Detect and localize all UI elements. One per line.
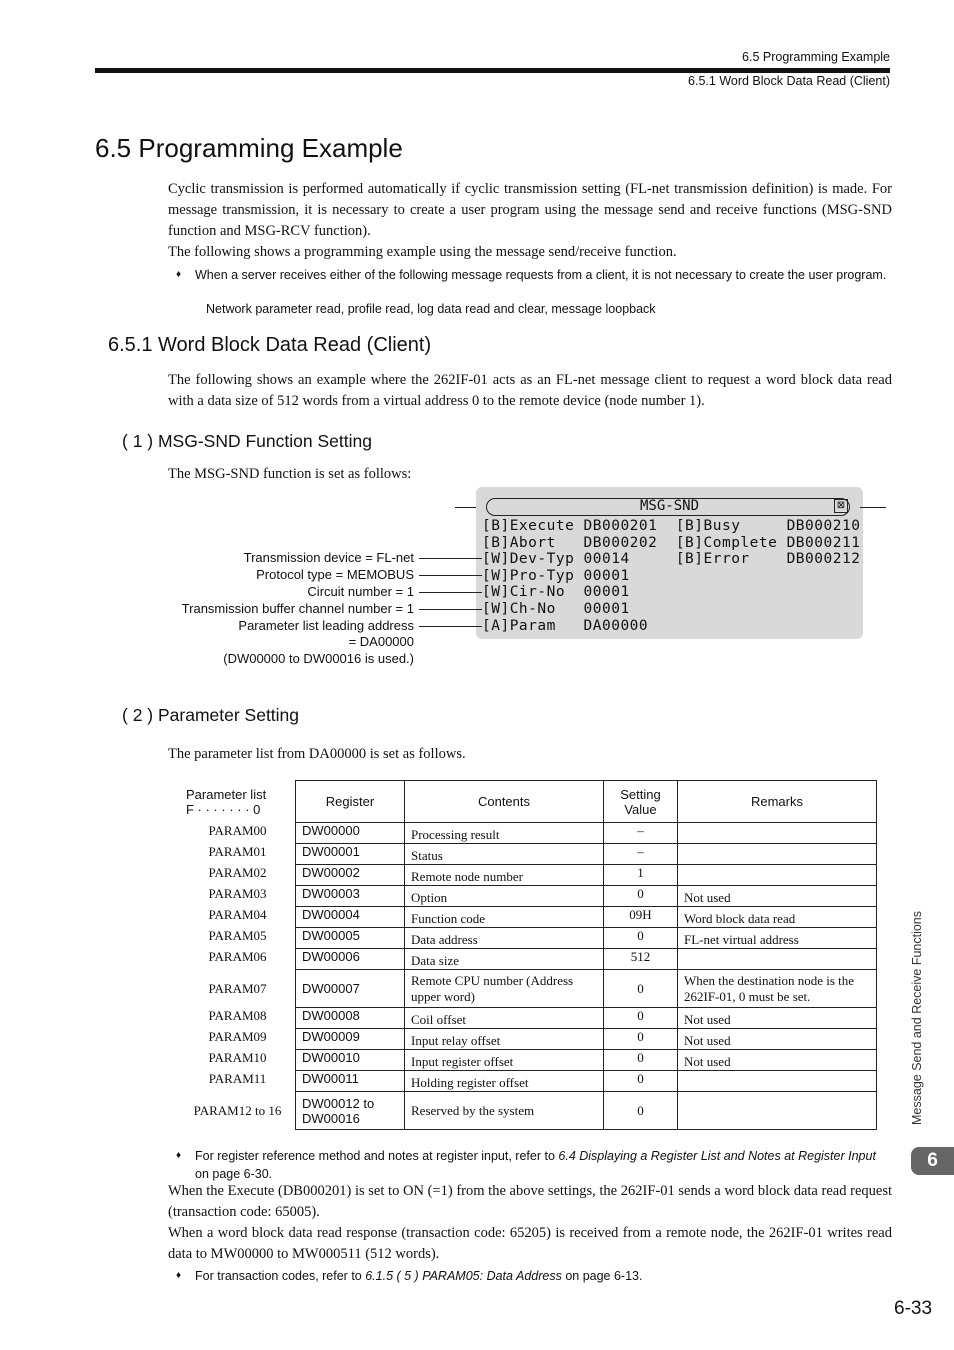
section-text: The following shows an example where the 262IF-01 acts as an FL-net message client to request a word block data read with a data size of 512 words from a virtual address 0 to the remote device (node number 1). — [168, 372, 892, 409]
cell-param: PARAM11 — [208, 1070, 267, 1086]
cell-value: 0 — [604, 1008, 678, 1029]
subsection-2-title: ( 2 ) Parameter Setting — [122, 705, 300, 725]
cell-param: PARAM01 — [208, 843, 267, 859]
function-box-icon: ⊠ — [834, 499, 848, 513]
cell-param: PARAM03 — [208, 885, 267, 901]
cell-contents: Holding register offset — [405, 1071, 604, 1092]
cell-param: PARAM10 — [208, 1049, 267, 1065]
callout-protocol: Protocol type = MEMOBUS — [256, 567, 414, 582]
notes-text — [168, 1181, 892, 1265]
leader-line — [419, 575, 482, 576]
table-row — [180, 949, 877, 970]
cell-remarks: Word block data read — [678, 907, 877, 928]
subsection-2-text: The parameter list from DA00000 is set as follows. — [168, 746, 466, 762]
cell-value: 09H — [604, 907, 678, 928]
intro-paragraph-2: The following shows a programming example using the message send/receive function. — [168, 244, 677, 260]
bullet-icon: ♦ — [176, 269, 182, 280]
cell-value: – — [604, 823, 678, 844]
cell-contents: Input relay offset — [405, 1029, 604, 1050]
cell-value: 0 — [604, 1050, 678, 1071]
callout-param-usage: (DW00000 to DW00016 is used.) — [223, 651, 414, 666]
callout-channel: Transmission buffer channel number = 1 — [181, 601, 414, 616]
cell-register: DW00008 — [296, 1008, 405, 1029]
cell-remarks — [678, 823, 877, 844]
table-row — [180, 1029, 877, 1050]
callout-param-address-value: = DA00000 — [348, 634, 414, 649]
note-1-prefix: For register reference method and notes at register input, refer to — [195, 1149, 559, 1163]
header-setting-line1: Setting — [620, 786, 661, 802]
note-1-reference: 6.4 Displaying a Register List and Notes at Register Input — [558, 1149, 876, 1163]
bullet-icon: ♦ — [176, 1150, 182, 1161]
table-row — [180, 1071, 877, 1092]
callout-device: Transmission device = FL-net — [243, 550, 414, 565]
cell-param: PARAM12 to 16 — [193, 1102, 282, 1118]
running-header-section: 6.5 Programming Example — [742, 50, 890, 64]
subsection-1-text: The MSG-SND function is set as follows: — [168, 466, 412, 482]
screen-row: [W]Dev-Typ 00014 [B]Error DB000212 — [482, 551, 861, 568]
screen-row: [W]Cir-No 00001 — [482, 584, 630, 601]
cell-param: PARAM02 — [208, 864, 267, 880]
cell-contents: Status — [405, 844, 604, 865]
cell-param: PARAM09 — [208, 1028, 267, 1044]
cell-register: DW00000 — [296, 823, 405, 844]
leader-line — [419, 609, 482, 610]
cell-param: PARAM08 — [208, 1007, 267, 1023]
table-row — [180, 1050, 877, 1071]
leader-line — [419, 626, 482, 627]
cell-remarks — [678, 1092, 877, 1130]
cell-value: 0 — [604, 928, 678, 949]
subsection-1-title: ( 1 ) MSG-SND Function Setting — [122, 431, 372, 451]
cell-remarks: Not used — [678, 1029, 877, 1050]
chapter-side-title: Message Send and Receive Functions — [910, 910, 924, 1125]
intro-text — [168, 179, 892, 263]
leader-line — [419, 592, 482, 593]
cell-remarks: Not used — [678, 1008, 877, 1029]
cell-param: PARAM07 — [208, 980, 267, 996]
cell-register: DW00010 — [296, 1050, 405, 1071]
note-bullet-1-text — [195, 1147, 888, 1183]
table-row — [180, 844, 877, 865]
screen-row: [W]Ch-No 00001 — [482, 600, 630, 617]
table-row — [180, 928, 877, 949]
cell-value: – — [604, 844, 678, 865]
cell-contents: Remote node number — [405, 865, 604, 886]
cell-value: 1 — [604, 865, 678, 886]
header-setting-value — [604, 781, 678, 823]
cell-value: 0 — [604, 1029, 678, 1050]
table-row — [180, 865, 877, 886]
cell-param: PARAM06 — [208, 948, 267, 964]
note-2-reference: 6.1.5 ( 5 ) PARAM05: Data Address — [365, 1269, 562, 1283]
cell-remarks: Not used — [678, 886, 877, 907]
cell-register: DW00001 — [296, 844, 405, 865]
table-header-row — [180, 781, 877, 823]
cell-param: PARAM04 — [208, 906, 267, 922]
screen-row: [B]Execute DB000201 [B]Busy DB000210 — [482, 518, 861, 534]
cell-contents: Option — [405, 886, 604, 907]
header-param-line2: F · · · · · · · 0 — [186, 801, 261, 817]
cell-remarks: Not used — [678, 1050, 877, 1071]
header-rule — [95, 68, 890, 73]
callout-param-address: Parameter list leading address — [238, 618, 414, 633]
cell-register: DW00005 — [296, 928, 405, 949]
table-row — [180, 907, 877, 928]
note-2-suffix: on page 6-13. — [561, 1269, 643, 1283]
table-row — [180, 823, 877, 844]
cell-remarks — [678, 865, 877, 886]
notes-paragraph-1: When the Execute (DB000201) is set to ON (=1) from the above settings, the 262IF-01 sends a word block data read request (transaction code: 65005). — [168, 1183, 892, 1220]
intro-bullet-subtext: Network parameter read, profile read, log data read and clear, message loopback — [206, 302, 656, 316]
cell-remarks: FL-net virtual address — [678, 928, 877, 949]
screen-row: [A]Param DA00000 — [482, 617, 649, 634]
cell-value: 0 — [604, 1092, 678, 1130]
cell-contents: Data size — [405, 949, 604, 970]
cell-contents: Data address — [405, 928, 604, 949]
intro-paragraph-1: Cyclic transmission is performed automatically if cyclic transmission setting (FL-net transmission definition) is made. For message transmission, it is necessary to create a user program using the message send and receive functions (MSG-SND function and MSG-RCV function). — [168, 181, 892, 239]
cell-param: PARAM05 — [208, 927, 267, 943]
cell-contents: Coil offset — [405, 1008, 604, 1029]
chapter-tab: 6 — [911, 1147, 954, 1175]
callout-circuit: Circuit number = 1 — [307, 584, 414, 599]
table-row — [180, 886, 877, 907]
page-number: 6-33 — [894, 1298, 933, 1319]
header-remarks: Remarks — [678, 781, 877, 823]
section-title: 6.5.1 Word Block Data Read (Client) — [108, 334, 432, 356]
cell-remarks: When the destination node is the 262IF-01, 0 must be set. — [678, 970, 877, 1008]
cell-register: DW00003 — [296, 886, 405, 907]
header-param-line1: Parameter list — [186, 786, 267, 802]
cell-remarks — [678, 1071, 877, 1092]
screen-row: [B]Abort DB000202 [B]Complete DB000211 — [482, 534, 861, 551]
note-2-prefix: For transaction codes, refer to — [195, 1269, 366, 1283]
screen-row: [W]Pro-Typ 00001 — [482, 567, 630, 584]
table-row — [180, 970, 877, 1008]
header-contents: Contents — [405, 781, 604, 823]
cell-value: 512 — [604, 949, 678, 970]
cell-remarks — [678, 949, 877, 970]
cell-contents: Function code — [405, 907, 604, 928]
cell-register: DW00002 — [296, 865, 405, 886]
cell-value: 0 — [604, 970, 678, 1008]
page-title: 6.5 Programming Example — [95, 133, 403, 163]
note-bullet-2-text — [195, 1267, 888, 1285]
cell-register: DW00012 to DW00016 — [296, 1092, 405, 1130]
cell-value: 0 — [604, 1071, 678, 1092]
note-bullet-1 — [176, 1147, 888, 1183]
parameter-table — [180, 780, 877, 1130]
cell-value: 0 — [604, 886, 678, 907]
cell-contents: Remote CPU number (Address upper word) — [405, 970, 604, 1008]
note-1-suffix: on page 6-30. — [195, 1167, 273, 1181]
cell-register: DW00011 — [296, 1071, 405, 1092]
table-row — [180, 1008, 877, 1029]
notes-paragraph-2: When a word block data read response (transaction code: 65205) is received from a remote node, the 262IF-01 writes read data to MW00000 to MW000511 (512 words). — [168, 1225, 892, 1262]
screen-leader-right — [860, 507, 886, 508]
cell-register: DW00004 — [296, 907, 405, 928]
cell-remarks — [678, 844, 877, 865]
msg-snd-register-list — [482, 518, 860, 634]
cell-register: DW00006 — [296, 949, 405, 970]
running-header-subsection: 6.5.1 Word Block Data Read (Client) — [688, 74, 890, 88]
cell-contents: Input register offset — [405, 1050, 604, 1071]
bullet-icon: ♦ — [176, 1270, 182, 1281]
header-parameter-list — [180, 781, 296, 823]
header-setting-line2: Value — [624, 801, 657, 817]
msg-snd-title: MSG-SND — [640, 498, 700, 514]
cell-register: DW00007 — [296, 970, 405, 1008]
cell-register: DW00009 — [296, 1029, 405, 1050]
header-register: Register — [296, 781, 405, 823]
note-bullet-2 — [176, 1267, 888, 1285]
leader-line — [419, 558, 482, 559]
cell-contents: Reserved by the system — [405, 1092, 604, 1130]
intro-bullet — [176, 266, 888, 284]
cell-contents: Processing result — [405, 823, 604, 844]
table-row — [180, 1092, 877, 1130]
intro-bullet-text: When a server receives either of the following message requests from a client, it is not necessary to create the user program. — [195, 268, 887, 282]
cell-param: PARAM00 — [208, 822, 267, 838]
